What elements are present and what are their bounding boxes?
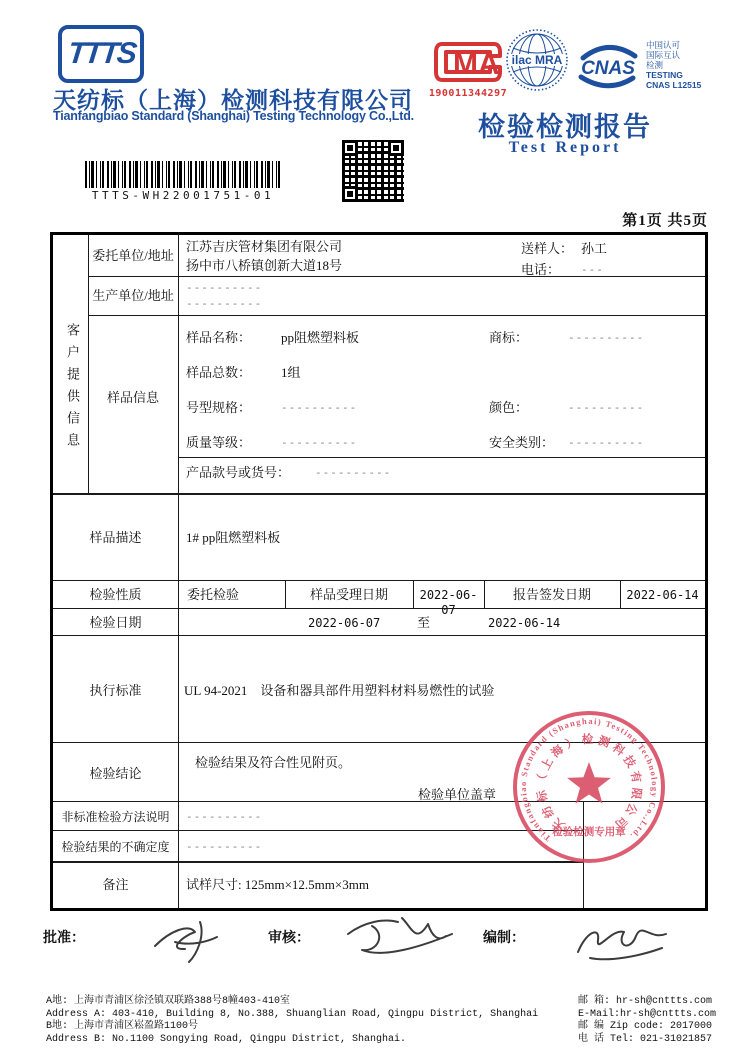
color-label: 颜色： xyxy=(489,400,529,415)
remark-label: 备注 xyxy=(102,877,129,892)
consignor-address: 扬中市八桥镇创新大道18号 xyxy=(186,258,343,273)
ilac-mra-text: ilac MRA xyxy=(511,53,563,67)
qr-finder-pattern xyxy=(388,140,404,156)
grid-line xyxy=(53,580,705,581)
inspection-nature-value: 委托检验 xyxy=(187,587,240,602)
uncertainty-value: ---------- xyxy=(186,840,263,853)
cma-certification-icon xyxy=(432,36,504,88)
model-value: ---------- xyxy=(281,401,358,414)
conclusion-value: 检验结果及符合性见附页。 xyxy=(195,755,352,770)
approve-label: 批准： xyxy=(43,931,85,946)
grid-line xyxy=(178,457,705,458)
issue-date-value: 2022-06-14 xyxy=(626,588,699,602)
cnas-side-line: TESTING xyxy=(646,70,683,80)
nonstandard-value: ---------- xyxy=(186,810,263,823)
seal-english-ring-text: Tianfangbiao Standard (Shanghai) Testing Technology Co.,Ltd. xyxy=(517,715,661,844)
sample-desc-value: 1# pp阻燃塑料板 xyxy=(186,530,281,545)
safety-value: ---------- xyxy=(568,436,645,449)
model-label: 号型规格： xyxy=(186,400,252,415)
report-title-cn: 检验检测报告 xyxy=(478,112,652,142)
manufacturer-label: 生产单位/地址 xyxy=(92,288,174,303)
barcode-text: TTTS-WH22001751-01 xyxy=(91,189,275,202)
grid-line xyxy=(53,608,705,609)
page-indicator: 第1页 共5页 xyxy=(622,213,708,229)
preparer-signature xyxy=(570,910,670,968)
address-a-en: Address A: 403-410, Building 8, No.388, Shuanglian Road, Qingpu District, Shanghai xyxy=(46,1008,539,1020)
address-a-cn: A地: 上海市青浦区徐泾镇双联路388号8幢403-410室 xyxy=(46,996,291,1007)
cnas-text: CNAS xyxy=(581,58,635,79)
cnas-side-line: 中国认可 xyxy=(646,40,681,50)
footer-tel: 电 话 Tel: 021-31021857 xyxy=(578,1033,713,1045)
company-seal xyxy=(509,707,669,867)
cma-number: 190011344297 xyxy=(428,88,508,99)
cnas-side-line: CNAS L12515 xyxy=(646,80,702,90)
prepare-label: 编制： xyxy=(483,931,525,946)
cnas-side-line: 国际互认 xyxy=(646,50,681,60)
nonstandard-label: 非标准检验方法说明 xyxy=(61,810,170,824)
qr-finder-pattern xyxy=(342,186,358,202)
manufacturer-value-line1: ---------- xyxy=(186,281,263,294)
sampler-value: 孙工 xyxy=(581,241,608,256)
address-b-cn: B地: 上海市青浦区崧盈路1100号 xyxy=(46,1021,199,1032)
footer-zip: 邮 编 Zip code: 2017000 xyxy=(578,1021,713,1032)
consignor-name: 江苏吉庆管材集团有限公司 xyxy=(186,239,343,254)
seal-bottom-text: 检验检测专用章 xyxy=(552,827,626,838)
inspection-date-end: 2022-06-14 xyxy=(488,616,561,630)
qr-code xyxy=(342,140,404,202)
seal-chinese-ring-text: 天纺标（上海）检测科技有限公司 xyxy=(535,733,643,832)
safety-label: 安全类别： xyxy=(489,435,555,450)
remark-value: 试样尺寸: 125mm×12.5mm×3mm xyxy=(186,877,369,892)
sample-qty-value: 1组 xyxy=(281,365,301,380)
sample-info-label: 样品信息 xyxy=(106,390,159,405)
qr-finder-pattern xyxy=(342,140,358,156)
company-name-en: Tianfangbiao Standard (Shanghai) Testing Technology Co.,Ltd. xyxy=(53,109,414,123)
sampler-label: 送样人： xyxy=(521,241,574,256)
report-title-en: Test Report xyxy=(508,139,622,156)
grade-value: ---------- xyxy=(281,436,358,449)
client-info-section-label: 客户提供信息 xyxy=(65,323,80,455)
product-no-value: ---------- xyxy=(315,466,392,479)
seal-star-icon xyxy=(567,762,611,804)
trademark-value: ---------- xyxy=(568,331,645,344)
standard-value: UL 94-2021 设备和器具部件用塑料材料易燃性的试验 xyxy=(184,683,495,698)
ilac-mra-icon xyxy=(505,28,569,92)
barcode xyxy=(85,161,281,188)
product-no-label: 产品款号或货号： xyxy=(186,465,291,480)
manufacturer-value-line2: ---------- xyxy=(186,297,263,310)
phone-label: 电话： xyxy=(521,262,561,277)
inspection-date-to: 至 xyxy=(417,615,431,630)
ttts-logo xyxy=(58,25,144,83)
conclusion-label: 检验结论 xyxy=(89,766,142,781)
seal-note: 检验单位盖章 xyxy=(418,787,497,802)
standard-label: 执行标准 xyxy=(89,683,142,698)
grid-line xyxy=(88,276,705,277)
phone-value: --- xyxy=(581,263,604,276)
company-name-cn: 天纺标（上海）检测科技有限公司 xyxy=(53,88,413,113)
grid-line xyxy=(178,235,179,908)
cnas-side-text xyxy=(646,40,716,90)
inspection-nature-label: 检验性质 xyxy=(89,587,142,602)
inspection-date-start: 2022-06-07 xyxy=(308,616,381,630)
sample-name-value: pp阻燃塑料板 xyxy=(281,330,360,345)
inspection-date-label: 检验日期 xyxy=(89,615,142,630)
grid-line xyxy=(53,493,705,495)
consignor-label: 委托单位/地址 xyxy=(92,248,174,263)
cnas-side-line: 检测 xyxy=(646,60,664,70)
cnas-icon xyxy=(575,44,641,90)
grid-line xyxy=(88,315,705,316)
address-b-en: Address B: No.1100 Songying Road, Qingpu District, Shanghai. xyxy=(46,1033,407,1045)
grade-label: 质量等级： xyxy=(186,435,252,450)
footer-email-en: E-Mail:hr-sh@cnttts.com xyxy=(578,1008,717,1020)
footer-contact-block xyxy=(578,996,748,1046)
issue-date-label: 报告签发日期 xyxy=(512,587,591,602)
accept-date-value: 2022-06-07 xyxy=(419,588,478,617)
uncertainty-label: 检验结果的不确定度 xyxy=(61,840,170,854)
sample-qty-label: 样品总数： xyxy=(186,365,252,380)
review-label: 审核： xyxy=(268,931,310,946)
footer-email-cn: 邮 箱: hr-sh@cnttts.com xyxy=(578,996,713,1007)
reviewer-signature xyxy=(340,906,460,972)
grid-line xyxy=(53,861,583,863)
cma-letters: MA xyxy=(453,48,500,81)
color-value: ---------- xyxy=(568,401,645,414)
accept-date-label: 样品受理日期 xyxy=(309,587,388,602)
sample-name-label: 样品名称： xyxy=(186,330,252,345)
approver-signature xyxy=(145,912,230,970)
ttts-logo-text: TTTS xyxy=(65,37,137,70)
footer-address-block xyxy=(46,996,566,1046)
grid-line xyxy=(88,235,89,493)
trademark-label: 商标： xyxy=(489,330,529,345)
grid-line xyxy=(53,635,705,636)
grid-line xyxy=(53,830,583,831)
sample-desc-label: 样品描述 xyxy=(89,530,142,545)
